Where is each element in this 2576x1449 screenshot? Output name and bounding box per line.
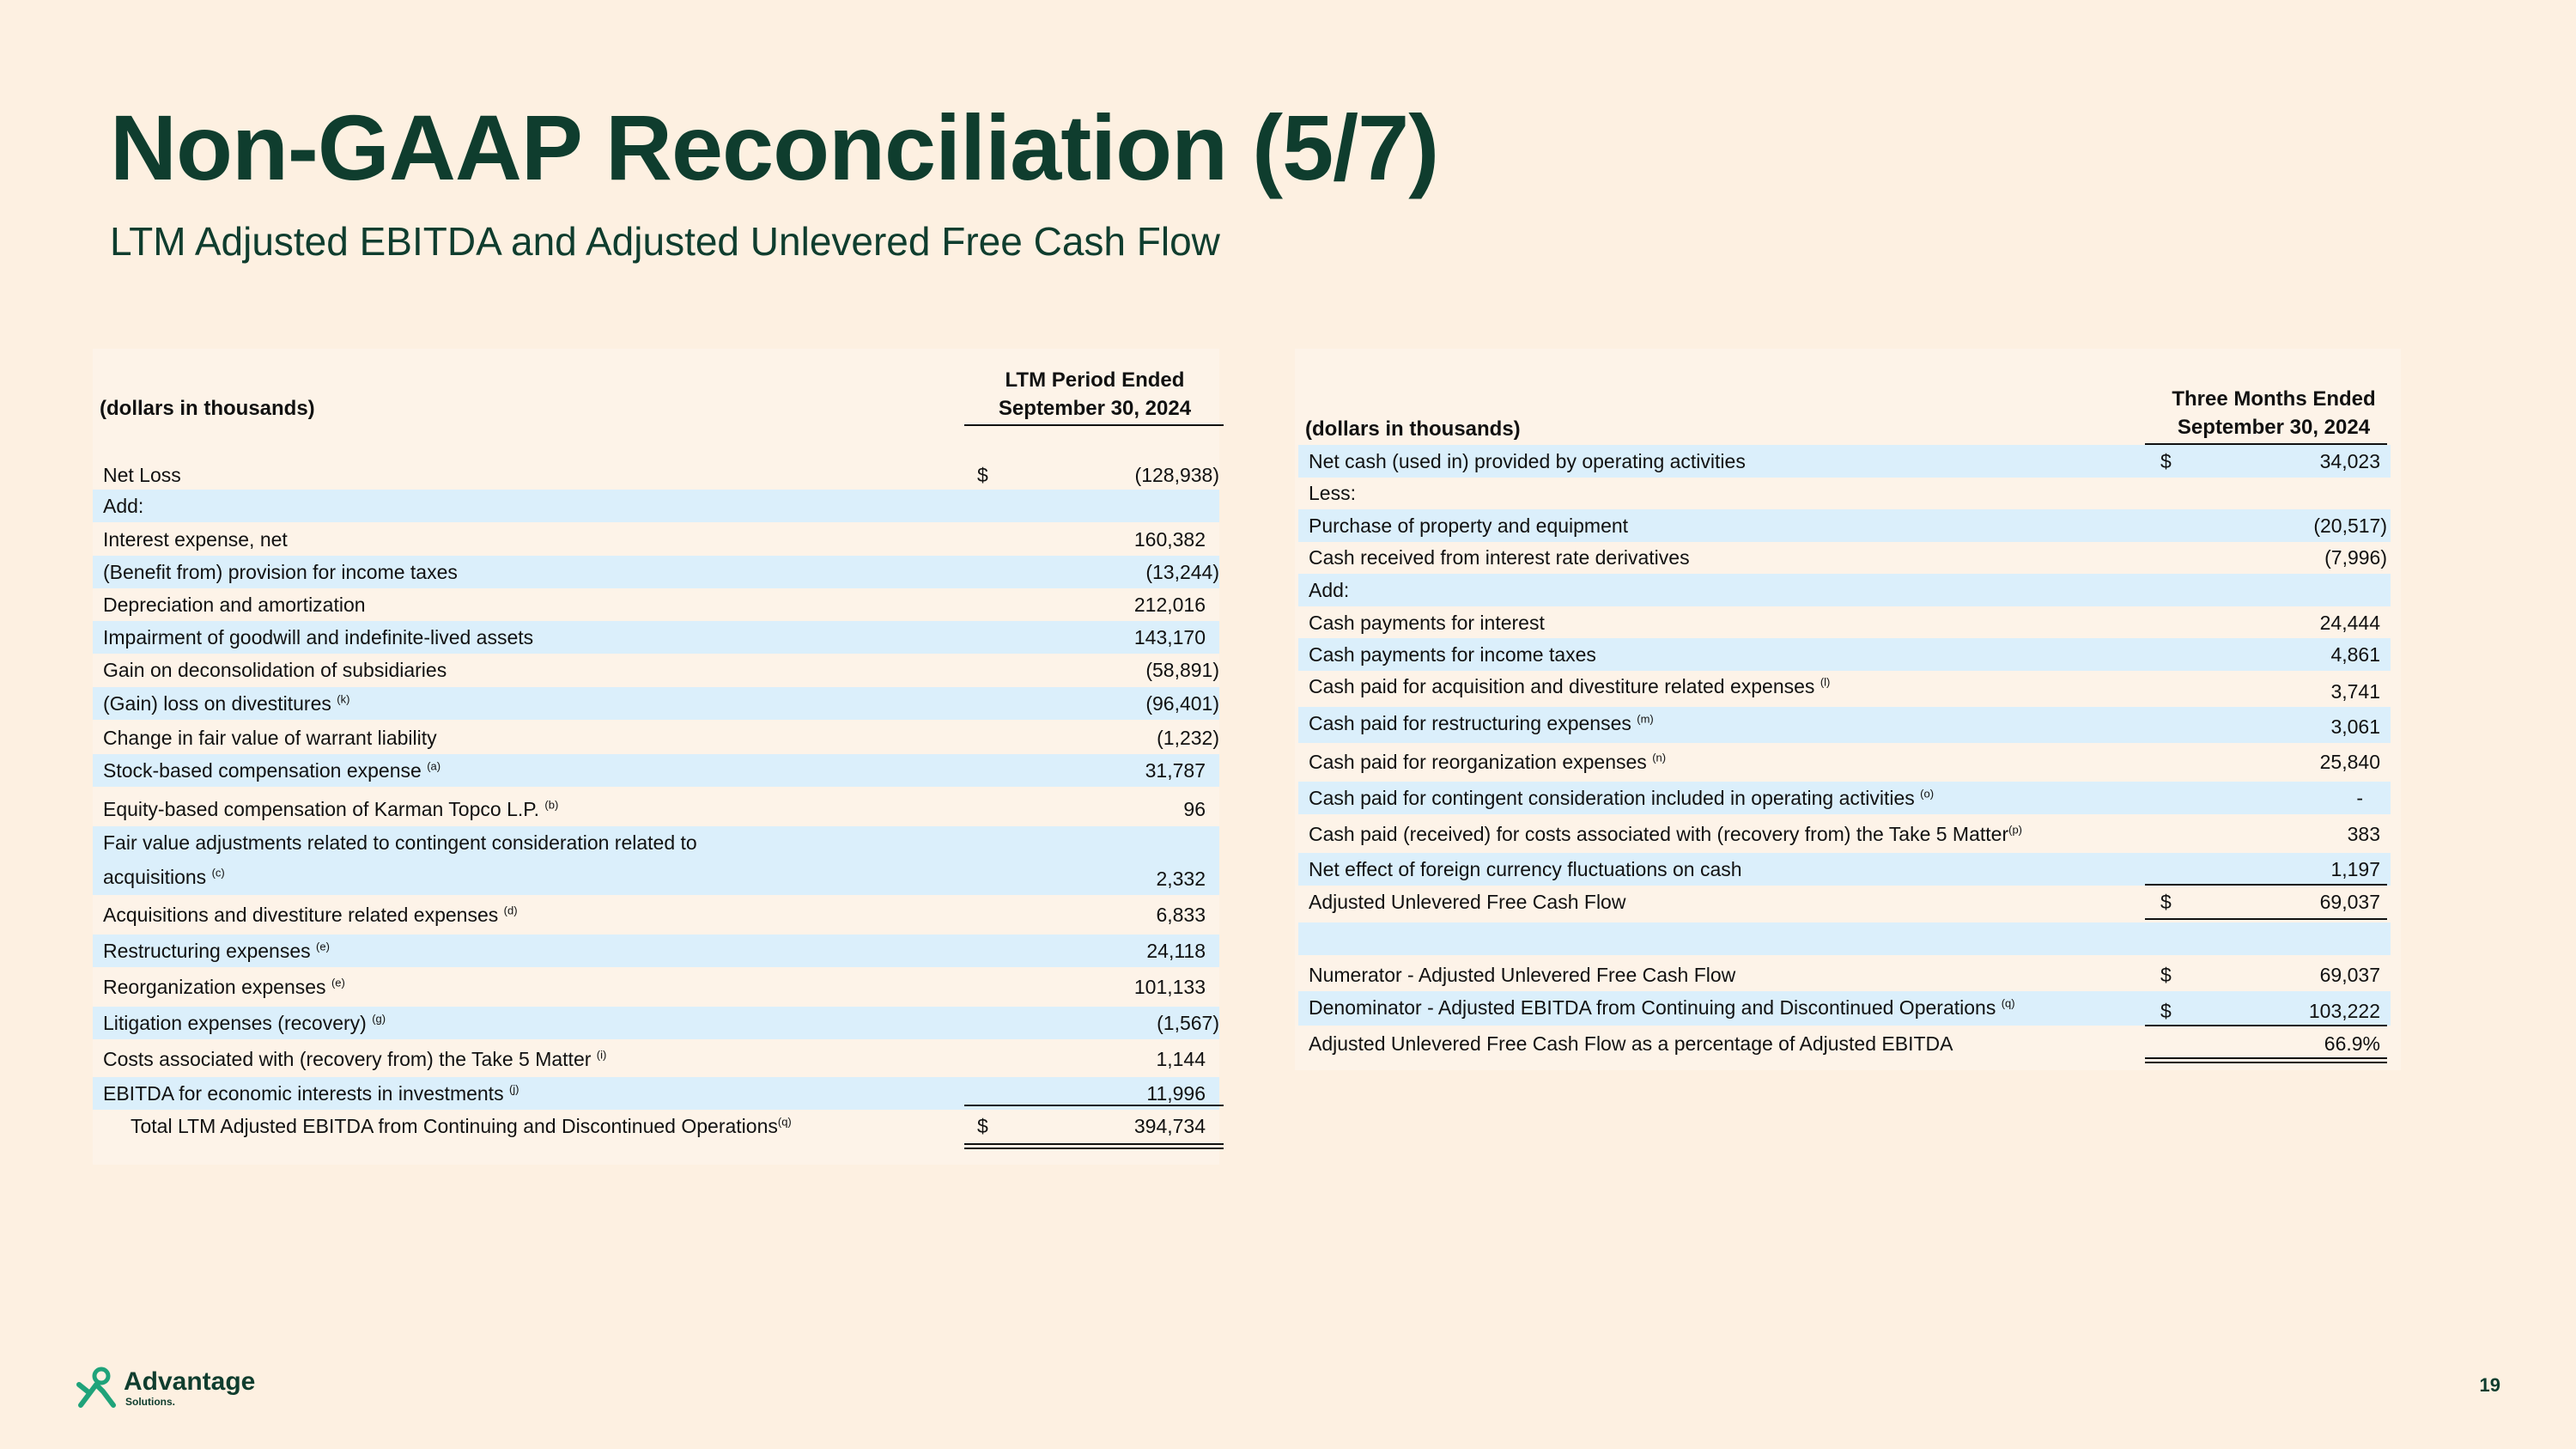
total-overline: [964, 1105, 1224, 1106]
page-subtitle: LTM Adjusted EBITDA and Adjusted Unlevered Free Cash Flow: [110, 219, 1220, 264]
table-row: [1298, 606, 2391, 639]
row-label: [103, 754, 440, 787]
free-cash-flow-table: [1295, 349, 2401, 1070]
row-label-text: Equity-based compensation of Karman Topco L.P.: [103, 798, 540, 820]
total-double-underline: [964, 1143, 1224, 1149]
row-value: 25,840: [2319, 751, 2380, 773]
row-value: 101,133: [1133, 976, 1206, 998]
footnote-ref: (m): [1637, 712, 1654, 726]
logo-subtext: Solutions.: [125, 1396, 175, 1408]
table-row: [93, 1007, 1219, 1039]
row-label: Gain on deconsolidation of subsidiaries: [103, 659, 447, 681]
footnote-ref: (j): [508, 1082, 519, 1096]
table-row: [1298, 574, 2391, 606]
row-value: 212,016: [1133, 594, 1206, 616]
table-row: [93, 826, 1219, 895]
footnote-ref: (e): [331, 976, 345, 989]
row-value: 2,332: [1156, 868, 1206, 890]
footnote-ref: (c): [211, 866, 225, 880]
row-label-text: Reorganization expenses: [103, 976, 326, 998]
table-row: [93, 971, 1219, 1003]
row-label: Net effect of foreign currency fluctuations on cash: [1309, 858, 1742, 880]
row-label: Net Loss: [103, 464, 181, 486]
footnote-ref: (l): [1820, 675, 1831, 689]
footnote-ref: (o): [1920, 787, 1935, 801]
row-value: 34,023: [2319, 450, 2380, 472]
table-row: [93, 935, 1219, 967]
row-label-text: Acquisitions and divestiture related expenses: [103, 904, 499, 926]
row-label-text: Total LTM Adjusted EBITDA from Continuing and Discontinued Operations: [131, 1115, 778, 1137]
row-label: [103, 1007, 386, 1039]
row-label: Cash payments for income taxes: [1309, 643, 1596, 666]
row-value: 11,996: [1146, 1082, 1206, 1105]
row-currency: $: [977, 464, 988, 486]
footnote-ref: (g): [372, 1012, 386, 1026]
row-label-text: Cash paid for contingent consideration included in operating activities: [1309, 787, 1915, 809]
row-label: Impairment of goodwill and indefinite-lived assets: [103, 626, 534, 648]
footnote-ref: (e): [316, 940, 330, 953]
footnote-ref: (p): [2008, 823, 2023, 837]
row-label: Adjusted Unlevered Free Cash Flow as a percentage of Adjusted EBITDA: [1309, 1032, 1953, 1055]
table-row: [1298, 638, 2391, 671]
row-label: Change in fair value of warrant liability: [103, 727, 437, 749]
right-column-header-line1: Three Months Ended: [2172, 387, 2376, 411]
table-row: [93, 754, 1219, 787]
row-value: 3,741: [2330, 680, 2380, 703]
row-value: 160,382: [1133, 528, 1206, 551]
row-value: 31,787: [1145, 759, 1206, 782]
logo-mark-icon: [76, 1366, 118, 1409]
row-value: 394,734: [1133, 1115, 1206, 1137]
footnote-ref: (q): [777, 1115, 792, 1129]
table-row: [1298, 477, 2391, 509]
footnote-ref: (k): [337, 692, 350, 706]
row-label: Interest expense, net: [103, 528, 288, 551]
table-row: [1298, 782, 2391, 814]
table-row: [93, 523, 1219, 556]
row-value: 383: [2347, 823, 2380, 845]
row-label: Less:: [1309, 482, 1356, 504]
table-row: [93, 793, 1219, 825]
left-header-underline: [964, 424, 1224, 426]
table-row: [1298, 991, 2391, 1026]
row-value: 4,861: [2330, 643, 2380, 666]
row-value: 1,144: [1156, 1048, 1206, 1070]
table-row: [93, 490, 1219, 522]
table-row: [93, 1043, 1219, 1075]
table-row: [93, 654, 1219, 686]
row-label: Cash payments for interest: [1309, 612, 1545, 634]
row-currency: $: [2160, 891, 2172, 913]
row-label-text: Cash paid for restructuring expenses: [1309, 712, 1631, 734]
ratio-double-underline: [2145, 1057, 2387, 1063]
row-label: [1309, 707, 1654, 740]
row-currency: $: [2160, 450, 2172, 472]
row-value: -: [2356, 787, 2363, 809]
footnote-ref: (b): [544, 798, 559, 812]
row-value: 69,037: [2319, 964, 2380, 986]
row-value: 24,118: [1146, 940, 1206, 962]
row-value: (96,401): [1145, 692, 1219, 715]
row-value: (7,996): [2324, 546, 2387, 569]
row-value: 24,444: [2319, 612, 2380, 634]
row-label: [103, 1077, 519, 1110]
row-label: Purchase of property and equipment: [1309, 514, 1629, 537]
page-number: 19: [2479, 1374, 2500, 1396]
row-label: [1309, 991, 2015, 1024]
row-label-text: Stock-based compensation expense: [103, 759, 422, 782]
table-row: [1298, 959, 2391, 991]
row-label: [131, 1110, 792, 1142]
row-label-text: (Gain) loss on divestitures: [103, 692, 331, 715]
advantage-logo: [76, 1366, 282, 1409]
table-row: [93, 721, 1219, 754]
left-units-label: (dollars in thousands): [100, 397, 315, 420]
row-label: Depreciation and amortization: [103, 594, 366, 616]
table-row: [1298, 707, 2391, 743]
row-label-text: Cash paid for acquisition and divestiture related expenses: [1309, 675, 1815, 697]
row-currency: $: [977, 1115, 988, 1137]
row-value: 3,061: [2330, 715, 2380, 738]
row-value: 66.9%: [2324, 1032, 2380, 1055]
row-value: (1,567): [1157, 1012, 1219, 1034]
row-label-text: Litigation expenses (recovery): [103, 1012, 367, 1034]
row-value: 6,833: [1156, 904, 1206, 926]
row-label: Cash received from interest rate derivatives: [1309, 546, 1690, 569]
row-value: 1,197: [2330, 858, 2380, 880]
table-row: [93, 459, 1219, 491]
table-row: [1298, 670, 2391, 703]
row-currency: $: [2160, 1000, 2172, 1022]
page-title: Non-GAAP Reconciliation (5/7): [110, 95, 1439, 199]
table-row: [1298, 1027, 2391, 1060]
ratio-overline: [2145, 1025, 2387, 1026]
table-row: [1298, 746, 2391, 778]
table-row: [93, 898, 1219, 931]
subtotal-underline: [2145, 918, 2387, 920]
row-label: [103, 935, 330, 967]
table-row: [1298, 853, 2391, 886]
row-label: [1309, 746, 1666, 778]
row-label: [103, 793, 558, 825]
row-value: (128,938): [1134, 464, 1219, 486]
row-label-text: Denominator - Adjusted EBITDA from Continuing and Discontinued Operations: [1309, 996, 1996, 1019]
table-row: [1298, 445, 2391, 478]
table-row: [93, 621, 1219, 654]
row-label: Net cash (used in) provided by operating activities: [1309, 450, 1746, 472]
row-label-text: EBITDA for economic interests in investments: [103, 1082, 504, 1105]
table-row-total: [93, 1110, 1219, 1142]
row-label-text: acquisitions: [103, 866, 207, 888]
row-label-text: Costs associated with (recovery from) the Take 5 Matter: [103, 1048, 592, 1070]
ltm-ebitda-table: [93, 349, 1219, 1165]
row-label: Fair value adjustments related to contingent consideration related to: [103, 831, 697, 854]
row-label: Add:: [103, 495, 144, 517]
row-label-text: Restructuring expenses: [103, 940, 311, 962]
table-row: [1298, 541, 2391, 574]
row-value: (20,517): [2313, 514, 2387, 537]
footnote-ref: (n): [1652, 751, 1667, 764]
footnote-ref: (a): [427, 759, 441, 773]
row-label: Adjusted Unlevered Free Cash Flow: [1309, 891, 1626, 913]
row-label: [103, 1043, 606, 1075]
row-label: Numerator - Adjusted Unlevered Free Cash Flow: [1309, 964, 1736, 986]
row-label: [1309, 670, 1830, 703]
row-value: 143,170: [1133, 626, 1206, 648]
footnote-ref: (d): [503, 904, 518, 917]
row-label: [1309, 818, 2022, 850]
logo-wordmark: Advantage: [124, 1367, 256, 1396]
row-label-continued: [103, 861, 225, 893]
table-row: [93, 588, 1219, 621]
row-label: [103, 971, 345, 1003]
footnote-ref: (i): [596, 1048, 607, 1062]
row-value: (58,891): [1145, 659, 1219, 681]
row-label: [103, 687, 349, 720]
row-value: (13,244): [1145, 561, 1219, 583]
table-row: [1298, 509, 2391, 542]
footnote-ref: (q): [2001, 996, 2015, 1010]
left-column-header-line1: LTM Period Ended: [1005, 368, 1185, 392]
table-row-spacer: [1298, 922, 2391, 955]
row-label: (Benefit from) provision for income taxes: [103, 561, 458, 583]
row-label-text: Cash paid (received) for costs associated with (recovery from) the Take 5 Matter: [1309, 823, 2009, 845]
left-column-header: [962, 366, 1228, 423]
row-label: [1309, 782, 1934, 814]
right-units-label: (dollars in thousands): [1305, 417, 1521, 441]
row-value: 69,037: [2319, 891, 2380, 913]
row-value: (1,232): [1157, 727, 1219, 749]
row-label-text: Cash paid for reorganization expenses: [1309, 751, 1647, 773]
right-column-header-line2: September 30, 2024: [2177, 416, 2371, 439]
row-value: 96: [1183, 798, 1206, 820]
row-label: Add:: [1309, 579, 1350, 601]
right-column-header: [2141, 385, 2407, 441]
row-value: 103,222: [2308, 1000, 2380, 1022]
left-column-header-line2: September 30, 2024: [998, 397, 1192, 420]
table-row-subtotal: [1298, 886, 2391, 918]
row-label: [103, 898, 518, 931]
row-currency: $: [2160, 964, 2172, 986]
table-row: [93, 687, 1219, 720]
table-row: [1298, 818, 2391, 850]
table-row: [93, 556, 1219, 588]
